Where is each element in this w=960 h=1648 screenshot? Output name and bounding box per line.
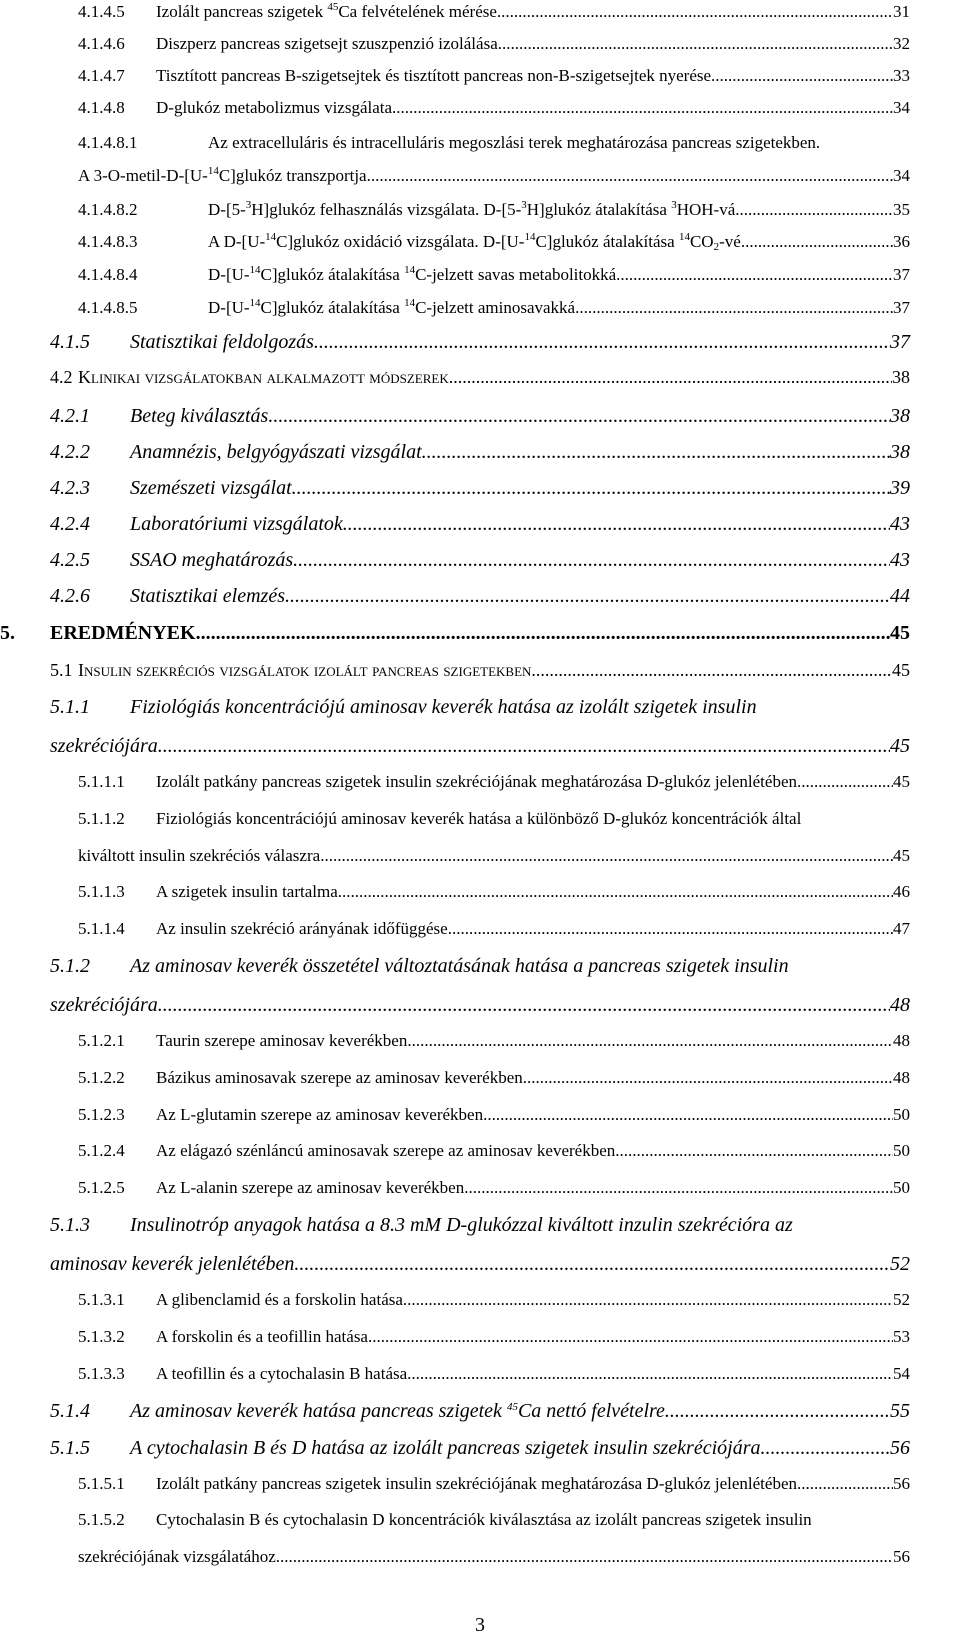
toc-entry[interactable] [0,1364,960,1394]
toc-entry-title: Az elágazó szénláncú aminosavak szerepe az aminosav keverékben [156,1141,616,1160]
toc-entry[interactable] [0,955,960,985]
leader-dots [320,846,893,866]
leader-dots [449,367,892,388]
toc-entry-title: D-glukóz metabolizmus vizsgálata [156,98,393,117]
toc-entry[interactable] [0,696,960,726]
toc-entry[interactable] [0,660,960,690]
leader-dots [338,882,893,902]
toc-entry-title: SSAO meghatározás [130,549,294,571]
leader-dots [616,265,893,285]
toc-entry-page: 31 [893,2,910,21]
toc-entry-page: 45 [893,772,910,791]
toc-entry-number: 5.1.1.4 [78,919,125,938]
toc-entry-number: 5.1.1.3 [78,882,125,901]
toc-entry-page: 52 [890,1253,910,1275]
toc-entry-continuation[interactable] [0,1253,960,1283]
toc-entry-number: 4.1.4.6 [78,34,125,53]
page-number: 3 [475,1614,485,1636]
leader-dots [575,298,893,318]
toc-entry-title: D-[5-$^3$H]glukóz felhasználás vizsgálata. D-[5-$^3$H]glukóz átalakítása $^3$HOH-vá [208,199,736,219]
toc-entry[interactable] [0,1290,960,1320]
toc-entry[interactable] [0,298,960,328]
toc-entry-title: Fiziológiás koncentrációjú aminosav keverék hatása a különböző D-glukóz koncentrációk által [156,809,802,828]
toc-entry-continuation[interactable] [0,1547,960,1577]
toc-entry-page: 45 [890,622,910,644]
toc-entry-title: Az aminosav keverék hatása pancreas szigetek $^{45}$Ca nettó felvételre [130,1400,665,1422]
toc-entry[interactable] [0,585,960,615]
toc-entry-number: 5.1.2.2 [78,1068,125,1087]
toc-entry-number: 4.1.4.8.2 [78,200,138,219]
leader-dots [422,441,890,464]
toc-entry-page: 34 [893,166,910,185]
toc-entry-number: 5.1.1 [50,696,90,718]
toc-entry-page: 56 [890,1437,910,1459]
toc-entry-title: Laboratóriumi vizsgálatok [130,513,343,535]
toc-entry-number: 5.1.3.2 [78,1327,125,1346]
toc-entry-number: 4.1.4.7 [78,66,125,85]
toc-entry-page: 56 [893,1547,910,1566]
toc-entry-page: 45 [892,660,910,680]
toc-entry[interactable] [0,919,960,949]
toc-entry-title: Az L-glutamin szerepe az aminosav keverékben [156,1105,484,1124]
toc-entry-number: 4.1.4.8.4 [78,265,138,284]
toc-entry-continuation[interactable] [0,846,960,876]
toc-entry-title: Statisztikai elemzés [130,585,285,607]
toc-entry[interactable] [0,549,960,579]
toc-entry-page: 35 [893,200,910,219]
toc-entry-title: Az aminosav keverék összetétel változtatásának hatása a pancreas szigetek insulin [130,955,789,977]
toc-entry-number: 5.1.1.1 [78,772,125,791]
leader-dots [285,585,890,608]
leader-dots [615,1141,893,1161]
toc-entry-title: kiváltott insulin szekréciós válaszra [78,846,321,865]
leader-dots [294,1253,890,1276]
leader-dots [292,477,890,500]
toc-entry-page: 53 [893,1327,910,1346]
toc-entry-number: 5.1.2.4 [78,1141,125,1160]
toc-entry-number: 4.1.4.8.5 [78,298,138,317]
toc-entry-page: 38 [890,441,910,463]
toc-entry[interactable] [0,809,960,839]
toc-entry-page: 54 [893,1364,910,1383]
toc-entry[interactable] [0,1178,960,1208]
toc-entry[interactable] [0,441,960,471]
toc-entry-number: 4.1.4.8.1 [78,133,138,152]
toc-entry-title: Izolált patkány pancreas szigetek insulin szekréciójának meghatározása D-glukóz jelenlétében. [156,772,802,791]
toc-entry[interactable] [0,2,960,32]
leader-dots [483,1105,893,1125]
toc-entry-number: 5.1.2.3 [78,1105,125,1124]
leader-dots [531,660,892,681]
leader-dots [464,1178,893,1198]
toc-entry-title: EREDMÉNYEK [50,622,196,644]
toc-entry[interactable] [0,34,960,64]
toc-entry-page: 50 [893,1178,910,1197]
toc-entry-page: 44 [890,585,910,607]
leader-dots [665,1400,890,1423]
toc-entry[interactable] [0,367,960,397]
toc-entry-page: 37 [893,265,910,284]
toc-entry[interactable] [0,1327,960,1357]
toc-entry-title: szekréciójára [50,735,158,757]
toc-entry-page: 48 [893,1031,910,1050]
toc-entry-page: 52 [893,1290,910,1309]
toc-entry-continuation[interactable] [0,735,960,765]
toc-entry-continuation[interactable] [0,166,960,196]
toc-entry[interactable] [0,1141,960,1171]
toc-entry[interactable] [0,513,960,543]
toc-entry-page: 38 [892,367,910,387]
toc-entry-number: 4.2 [50,367,73,387]
toc-entry-title: Anamnézis, belgyógyászati vizsgálat [130,441,422,463]
toc-entry-page: 45 [890,735,910,757]
leader-dots [761,1437,891,1460]
toc-entry-page: 50 [893,1105,910,1124]
toc-entry-page: 37 [893,298,910,317]
toc-entry-page: 56 [893,1474,910,1493]
toc-entry-title: Beteg kiválasztás [130,405,269,427]
toc-entry[interactable] [0,66,960,96]
toc-entry-page: 43 [890,549,910,571]
leader-dots [407,1364,893,1384]
toc-entry-number: 5.1.3.3 [78,1364,125,1383]
toc-entry-number: 5.1.5.1 [78,1474,125,1493]
toc-entry[interactable] [0,1068,960,1098]
leader-dots [314,331,890,354]
toc-entry-title: szekréciójára [50,994,158,1016]
leader-dots [293,549,890,572]
toc-entry-number: 4.1.5 [50,331,90,353]
leader-dots [368,1327,893,1347]
toc-entry-page: 38 [890,405,910,427]
leader-dots [392,98,893,118]
toc-entry-title: Statisztikai feldolgozás [130,331,314,353]
toc-entry-title: D-[U-$^{14}$C]glukóz átalakítása $^{14}$C-jelzett aminosavakká [208,297,576,317]
toc-entry[interactable] [0,265,960,295]
leader-dots [343,513,890,536]
toc-entry-page: 45 [893,846,910,865]
toc-entry-page: 48 [893,1068,910,1087]
toc-entry[interactable] [0,232,960,262]
toc-entry-number: 4.2.3 [50,477,90,499]
toc-entry-page: 47 [893,919,910,938]
toc-entry-title: Izolált pancreas szigetek $^{45}$Ca felvételének mérése [156,1,497,21]
leader-dots [498,34,893,54]
toc-entry-number: 5.1.4 [50,1400,90,1422]
leader-dots [448,919,893,939]
toc-entry-title: A cytochalasin B és D hatása az izolált pancreas szigetek insulin szekréciójára [130,1437,761,1459]
toc-entry-title: Izolált patkány pancreas szigetek insulin szekréciójának meghatározása D-glukóz jelenlétében. [156,1474,802,1493]
toc-entry-number: 5.1.5.2 [78,1510,125,1529]
toc-entry-title: Az L-alanin szerepe az aminosav keverékben [156,1178,465,1197]
leader-dots [801,772,893,792]
leader-dots [497,2,893,22]
toc-entry[interactable] [0,405,960,435]
toc-entry-title: Diszperz pancreas szigetsejt szuszpenzió izolálása [156,34,498,53]
leader-dots [276,1547,893,1567]
toc-entry[interactable] [0,882,960,912]
toc-entry-number: 4.2.5 [50,549,90,571]
leader-dots [158,994,890,1017]
toc-entry-page: 34 [893,98,910,117]
leader-dots [196,622,890,645]
toc-entry-number: 4.1.4.5 [78,2,125,21]
toc-entry-number: 5.1.2 [50,955,90,977]
toc-entry-number: 4.2.2 [50,441,90,463]
leader-dots [158,735,890,758]
toc-entry-title: szekréciójának vizsgálatához [78,1547,276,1566]
toc-entry-title: aminosav keverék jelenlétében [50,1253,295,1275]
toc-entry[interactable] [0,331,960,361]
toc-entry-title: Insulinotróp anyagok hatása a 8.3 mM D-glukózzal kiváltott inzulin szekrécióra az [130,1214,793,1236]
toc-entry-title: A glibenclamid és a forskolin hatása [156,1290,403,1309]
toc-entry-number: 4.2.4 [50,513,90,535]
toc-entry[interactable] [0,622,960,652]
toc-entry-title: A D-[U-$^{14}$C]glukóz oxidáció vizsgálata. D-[U-$^{14}$C]glukóz átalakítása $^{14}CO_2-vé$ [208,231,741,253]
toc-entry[interactable] [0,1437,960,1467]
toc-entry-title: Az extracelluláris és intracelluláris megoszlási terek meghatározása pancreas szigetekben. [208,133,821,152]
leader-dots [403,1290,893,1310]
toc-entry-number: 5.1.3.1 [78,1290,125,1309]
toc-entry[interactable] [0,98,960,128]
toc-entry-page: 32 [893,34,910,53]
toc-entry-title: Az insulin szekréció arányának időfüggése [156,919,448,938]
toc-entry-page: 39 [890,477,910,499]
toc-entry-title: A szigetek insulin tartalma [156,882,338,901]
toc-entry-page: 46 [893,882,910,901]
toc-entry-page: 36 [893,232,910,251]
toc-entry-number: 5.1.1.2 [78,809,125,828]
toc-entry-title: Klinikai vizsgálatokban alkalmazott módszerek [78,367,449,387]
toc-entry-number: 4.2.6 [50,585,90,607]
leader-dots [268,405,890,428]
toc-entry[interactable] [0,772,960,802]
leader-dots [367,166,893,186]
toc-entry-title: D-[U-$^{14}$C]glukóz átalakítása $^{14}$C-jelzett savas metabolitokká [208,264,617,284]
leader-dots [735,200,893,220]
toc-entry[interactable] [0,1474,960,1504]
leader-dots [523,1068,893,1088]
toc-entry[interactable] [0,1400,960,1430]
toc-entry-number: 5.1.3 [50,1214,90,1236]
toc-entry-page: 48 [890,994,910,1016]
toc-entry-title: Bázikus aminosavak szerepe az aminosav keverékben [156,1068,523,1087]
toc-entry-title: A teofillin és a cytochalasin B hatása [156,1364,408,1383]
toc-entry-page: 55 [890,1400,910,1422]
toc-entry[interactable] [0,1214,960,1244]
toc-entry-title: A 3-O-metil-D-[U-$^{14}$C]glukóz transzportja [78,165,367,185]
leader-dots [801,1474,893,1494]
toc-entry-number: 5.1.2.1 [78,1031,125,1050]
toc-entry[interactable] [0,477,960,507]
toc-entry-title: A forskolin és a teofillin hatása [156,1327,368,1346]
toc-entry-page: 33 [893,66,910,85]
toc-entry-number: 5. [0,622,15,644]
toc-entry-number: 4.1.4.8.3 [78,232,138,251]
toc-entry[interactable] [0,200,960,230]
toc-entry-title: Fiziológiás koncentrációjú aminosav keverék hatása az izolált szigetek insulin [130,696,757,718]
toc-entry-page: 37 [890,331,910,353]
toc-entry[interactable] [0,1031,960,1061]
toc-entry-title: Taurin szerepe aminosav keverékben [156,1031,408,1050]
toc-entry-title: Tisztított pancreas B-szigetsejtek és tisztított pancreas non-B-szigetsejtek nyerése [156,66,712,85]
leader-dots [711,66,893,86]
toc-entry-page: 50 [893,1141,910,1160]
leader-dots [407,1031,893,1051]
toc-entry[interactable] [0,1105,960,1135]
toc-entry-title: Insulin szekréciós vizsgálatok izolált pancreas szigetekben [78,660,532,680]
toc-entry-number: 5.1 [50,660,73,680]
toc-entry-title: Cytochalasin B és cytochalasin D koncentrációk kiválasztása az izolált pancreas szigetek insulin [156,1510,812,1529]
toc-entry[interactable] [0,133,960,163]
toc-entry-page: 43 [890,513,910,535]
toc-entry-number: 5.1.5 [50,1437,90,1459]
toc-entry-number: 4.1.4.8 [78,98,125,117]
leader-dots [741,232,893,252]
toc-entry-continuation[interactable] [0,994,960,1024]
toc-entry-number: 5.1.2.5 [78,1178,125,1197]
toc-entry[interactable] [0,1510,960,1540]
toc-entry-number: 4.2.1 [50,405,90,427]
toc-entry-title: Szemészeti vizsgálat [130,477,292,499]
